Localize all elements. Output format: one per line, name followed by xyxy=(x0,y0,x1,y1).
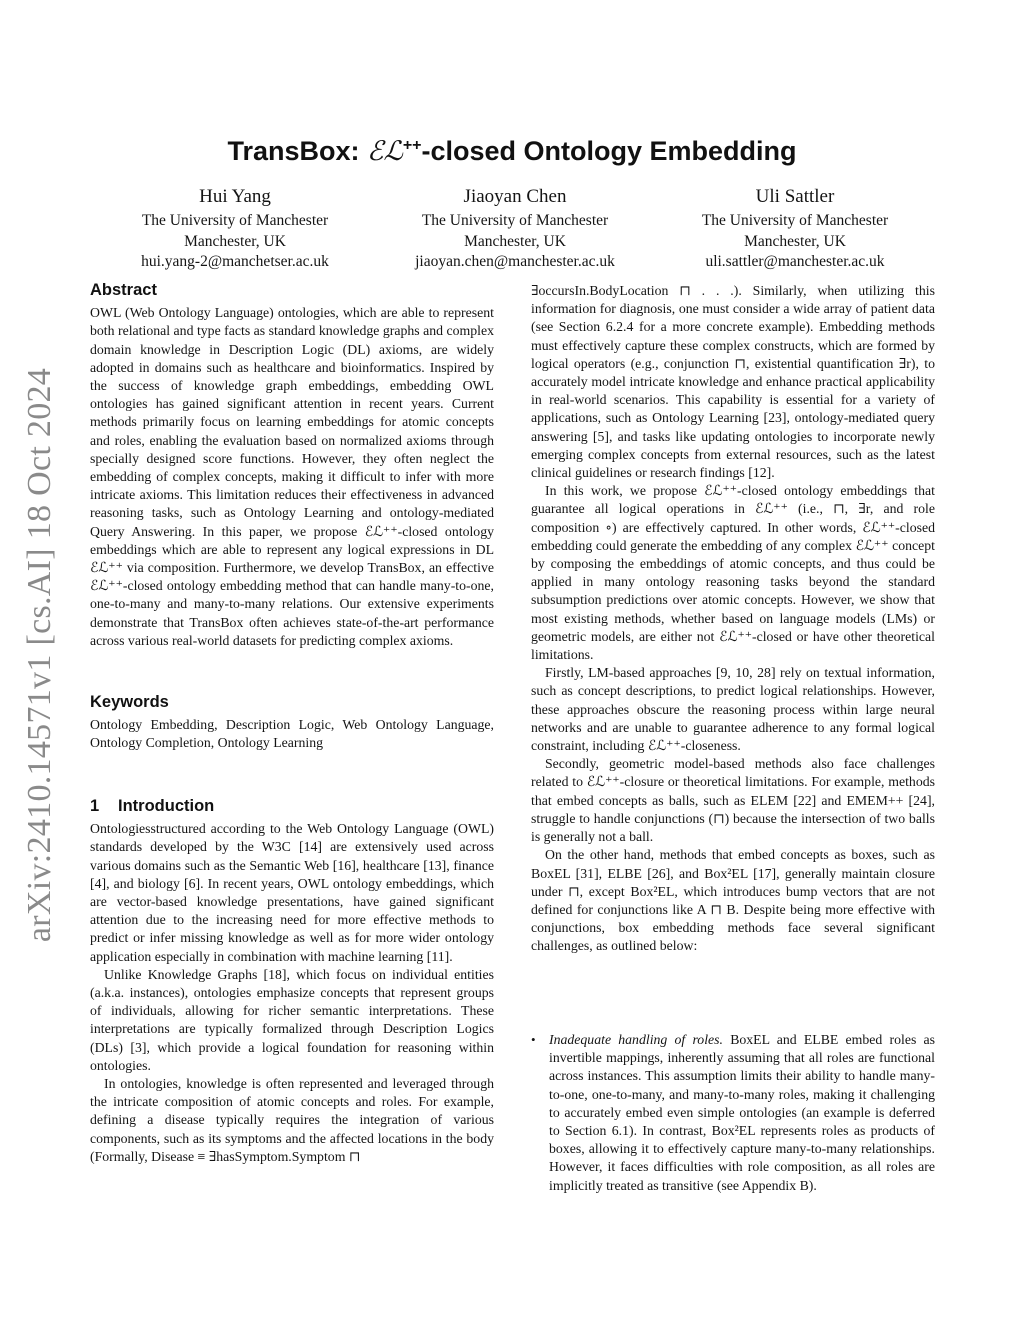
keywords-text: Ontology Embedding, Description Logic, Web Ontology Language, Ontology Completion, Ontology Learning xyxy=(90,717,494,751)
right-paragraph-3: Secondly, geometric model-based methods also face challenges related to ℰℒ⁺⁺-closure or theoretical limitations. For example, methods that embed concepts as balls, such as ELEM [22] and EMEM++ [24], struggle to handle conjunctions (⊓) because the intersection of two balls is generally not a ball. xyxy=(531,756,935,845)
title-prefix: TransBox: xyxy=(227,136,368,166)
intro-paragraph-3: In ontologies, knowledge is often represented and leveraged through the intricate composition of atomic concepts and roles. For example, defining a disease typically requires the integration of various components, such as its symptoms and the affected locations in the body (Formally, Disease ≡ ∃hasSymptom.Symptom ⊓ xyxy=(90,1076,494,1164)
author-name: Uli Sattler xyxy=(755,186,835,207)
title-suffix: -closed Ontology Embedding xyxy=(421,136,797,166)
keywords-heading: Keywords xyxy=(90,693,169,711)
challenge-list xyxy=(531,1031,935,1195)
right-paragraph-0: ∃occursIn.BodyLocation ⊓ . . .). Similarly, when utilizing this information for diagnosis, one must consider a wide array of patient data (see Section 6.2.4 for a more concrete example). Embedding methods must effectively capture these complex constructs, which are formed by logical operators (e.g., conjunction ⊓, existential quantification ∃r), to accurately model intricate knowledge and enhance practical applicability in real-world scenarios. This capability is essential for a variety of applications, such as Ontology Learning [23], ontology-mediated query answering [5], and tasks like updating ontologies to incorporate newly emerging complex concepts from external resources, such as the latest clinical guidelines or research findings [12]. xyxy=(531,283,935,481)
title-logic-sup: ++ xyxy=(402,137,422,154)
intro-paragraph-1: Ontologiesstructured according to the Web Ontology Language (OWL) standards developed by the W3C [14] are extensively used across various domains such as the Semantic Web [16], healthcare [13], finance [4], and biology [6]. In recent years, OWL ontology embeddings, which are vector-based knowledge presentations, have gained significant attention due to the increasing need for more effective methods to predict or infer missing knowledge as well as for more wider ontology application especially in combination with machine learning [11]. xyxy=(90,821,494,964)
title-logic: ℰℒ xyxy=(367,136,403,167)
section-number: 1 xyxy=(90,797,100,815)
arxiv-id: arXiv:2410.14571v1 [cs.AI] 18 Oct 2024 xyxy=(21,367,58,943)
author-affiliation: The University of Manchester xyxy=(701,212,889,229)
paper-title xyxy=(0,136,1024,167)
author-affiliation: The University of Manchester xyxy=(141,212,329,229)
right-paragraph-4: On the other hand, methods that embed concepts as boxes, such as BoxEL [31], ELBE [26], and Box²EL [17], generally maintain closure under ⊓, except Box²EL, which introduces bump vectors that are not defined for conjunctions like A ⊓ B. Despite being more effective with conjunctions, box embedding methods face several significant challenges, as outlined below: xyxy=(531,847,935,954)
right-column-body xyxy=(531,282,935,956)
author-name: Hui Yang xyxy=(199,186,271,207)
author-location: Manchester, UK xyxy=(744,232,846,250)
author-location: Manchester, UK xyxy=(464,232,566,250)
abstract-heading: Abstract xyxy=(90,281,157,299)
bullet-title: Inadequate handling of roles. xyxy=(549,1032,723,1047)
author-3 xyxy=(660,184,930,273)
author-location: Manchester, UK xyxy=(184,232,286,250)
bullet-icon: • xyxy=(531,1032,536,1047)
abstract-text: OWL (Web Ontology Language) ontologies, which are able to represent both relational and type facts as standard knowledge graphs and complex domain knowledge in Description Logic (DL) axioms, are widely adopted in domains such as healthcare and bioinformatics. Inspired by the success of knowledge graph embeddings, embedding OWL ontologies has gained significant attention in recent years. Current methods primarily focus on learning embeddings for atomic concepts and roles, enabling the evaluation based on normalized axioms through specially designed score functions. However, they often neglect the embedding of complex concepts, making it difficult to infer with more intricate axioms. This limitation reduces their effectiveness in advanced reasoning tasks, such as Ontology Learning and ontology-mediated Query Answering. In this paper, we propose ℰℒ⁺⁺-closed ontology embeddings which are able to represent any logical expressions in DL ℰℒ⁺⁺ via composition. Furthermore, we develop TransBox, an effective ℰℒ⁺⁺-closed ontology embedding method that can handle many-to-one, one-to-many and many-to-many relations. Our extensive experiments demonstrate that TransBox often achieves state-of-the-art performance across various real-world datasets for predicting complex axioms. xyxy=(90,305,494,648)
introduction-section xyxy=(90,797,494,1166)
abstract-section xyxy=(90,281,494,650)
right-paragraph-2: Firstly, LM-based approaches [9, 10, 28] rely on textual information, such as concept descriptions, to predict logical relationships. However, these approaches obscure the reasoning process within large neural networks and are unable to guarantee adherence to any formal logical constraint, including ℰℒ⁺⁺-closeness. xyxy=(531,665,935,754)
intro-paragraph-2: Unlike Knowledge Graphs [18], which focus on individual entities (a.k.a. instances), ontologies emphasize concepts that represent groups of individuals, allowing for richer semantic interpretations. These interpretations are typically formalized through Description Logics (DLs) [3], which provide a logical foundation for reasoning within ontologies. xyxy=(90,966,494,1073)
author-name: Jiaoyan Chen xyxy=(463,186,567,207)
keywords-section xyxy=(90,693,494,753)
author-2 xyxy=(380,184,650,273)
section-title: Introduction xyxy=(118,797,215,815)
author-affiliation: The University of Manchester xyxy=(421,212,609,229)
introduction-heading xyxy=(90,797,494,815)
bullet-body xyxy=(549,1031,935,1195)
author-email[interactable]: uli.sattler@manchester.ac.uk xyxy=(705,253,885,270)
author-block xyxy=(100,184,930,273)
list-item xyxy=(531,1031,935,1195)
bullet-text: BoxEL and ELBE embed roles as invertible mappings, inherently assuming that all roles are functional across instances. This assumption limits their ability to handle many-to-one, one-to-many, and many-to-many roles, making it challenging to accurately embed even simple ontologies (an example is deferred to Section 6.1). In contrast, Box²EL represents roles as products of boxes, allowing it to effectively capture many-to-many relationships. However, it faces difficulties with role composition, as all roles are implicitly treated as transitive (see Appendix B). xyxy=(549,1032,936,1193)
author-email[interactable]: jiaoyan.chen@manchester.ac.uk xyxy=(415,253,615,270)
author-email[interactable]: hui.yang-2@manchetser.ac.uk xyxy=(141,253,329,270)
right-paragraph-1: In this work, we propose ℰℒ⁺⁺-closed ontology embeddings that guarantee all logical operations in ℰℒ⁺⁺ (i.e., ⊓, ∃r, and role composition ∘) are effectively captured. In other words, ℰℒ⁺⁺-closed embedding could generate the embedding of any complex ℰℒ⁺⁺ concept by composing the embeddings of atomic concepts, and thus could be applied in many ontology reasoning tasks beyond the standard subsumption predictions over atomic concepts. However, we show that most existing methods, whether based on language models (LMs) or geometric models, are either not ℰℒ⁺⁺-closed or have other theoretical limitations. xyxy=(531,483,935,663)
author-1 xyxy=(100,184,370,273)
arxiv-sidebar xyxy=(0,0,80,1325)
